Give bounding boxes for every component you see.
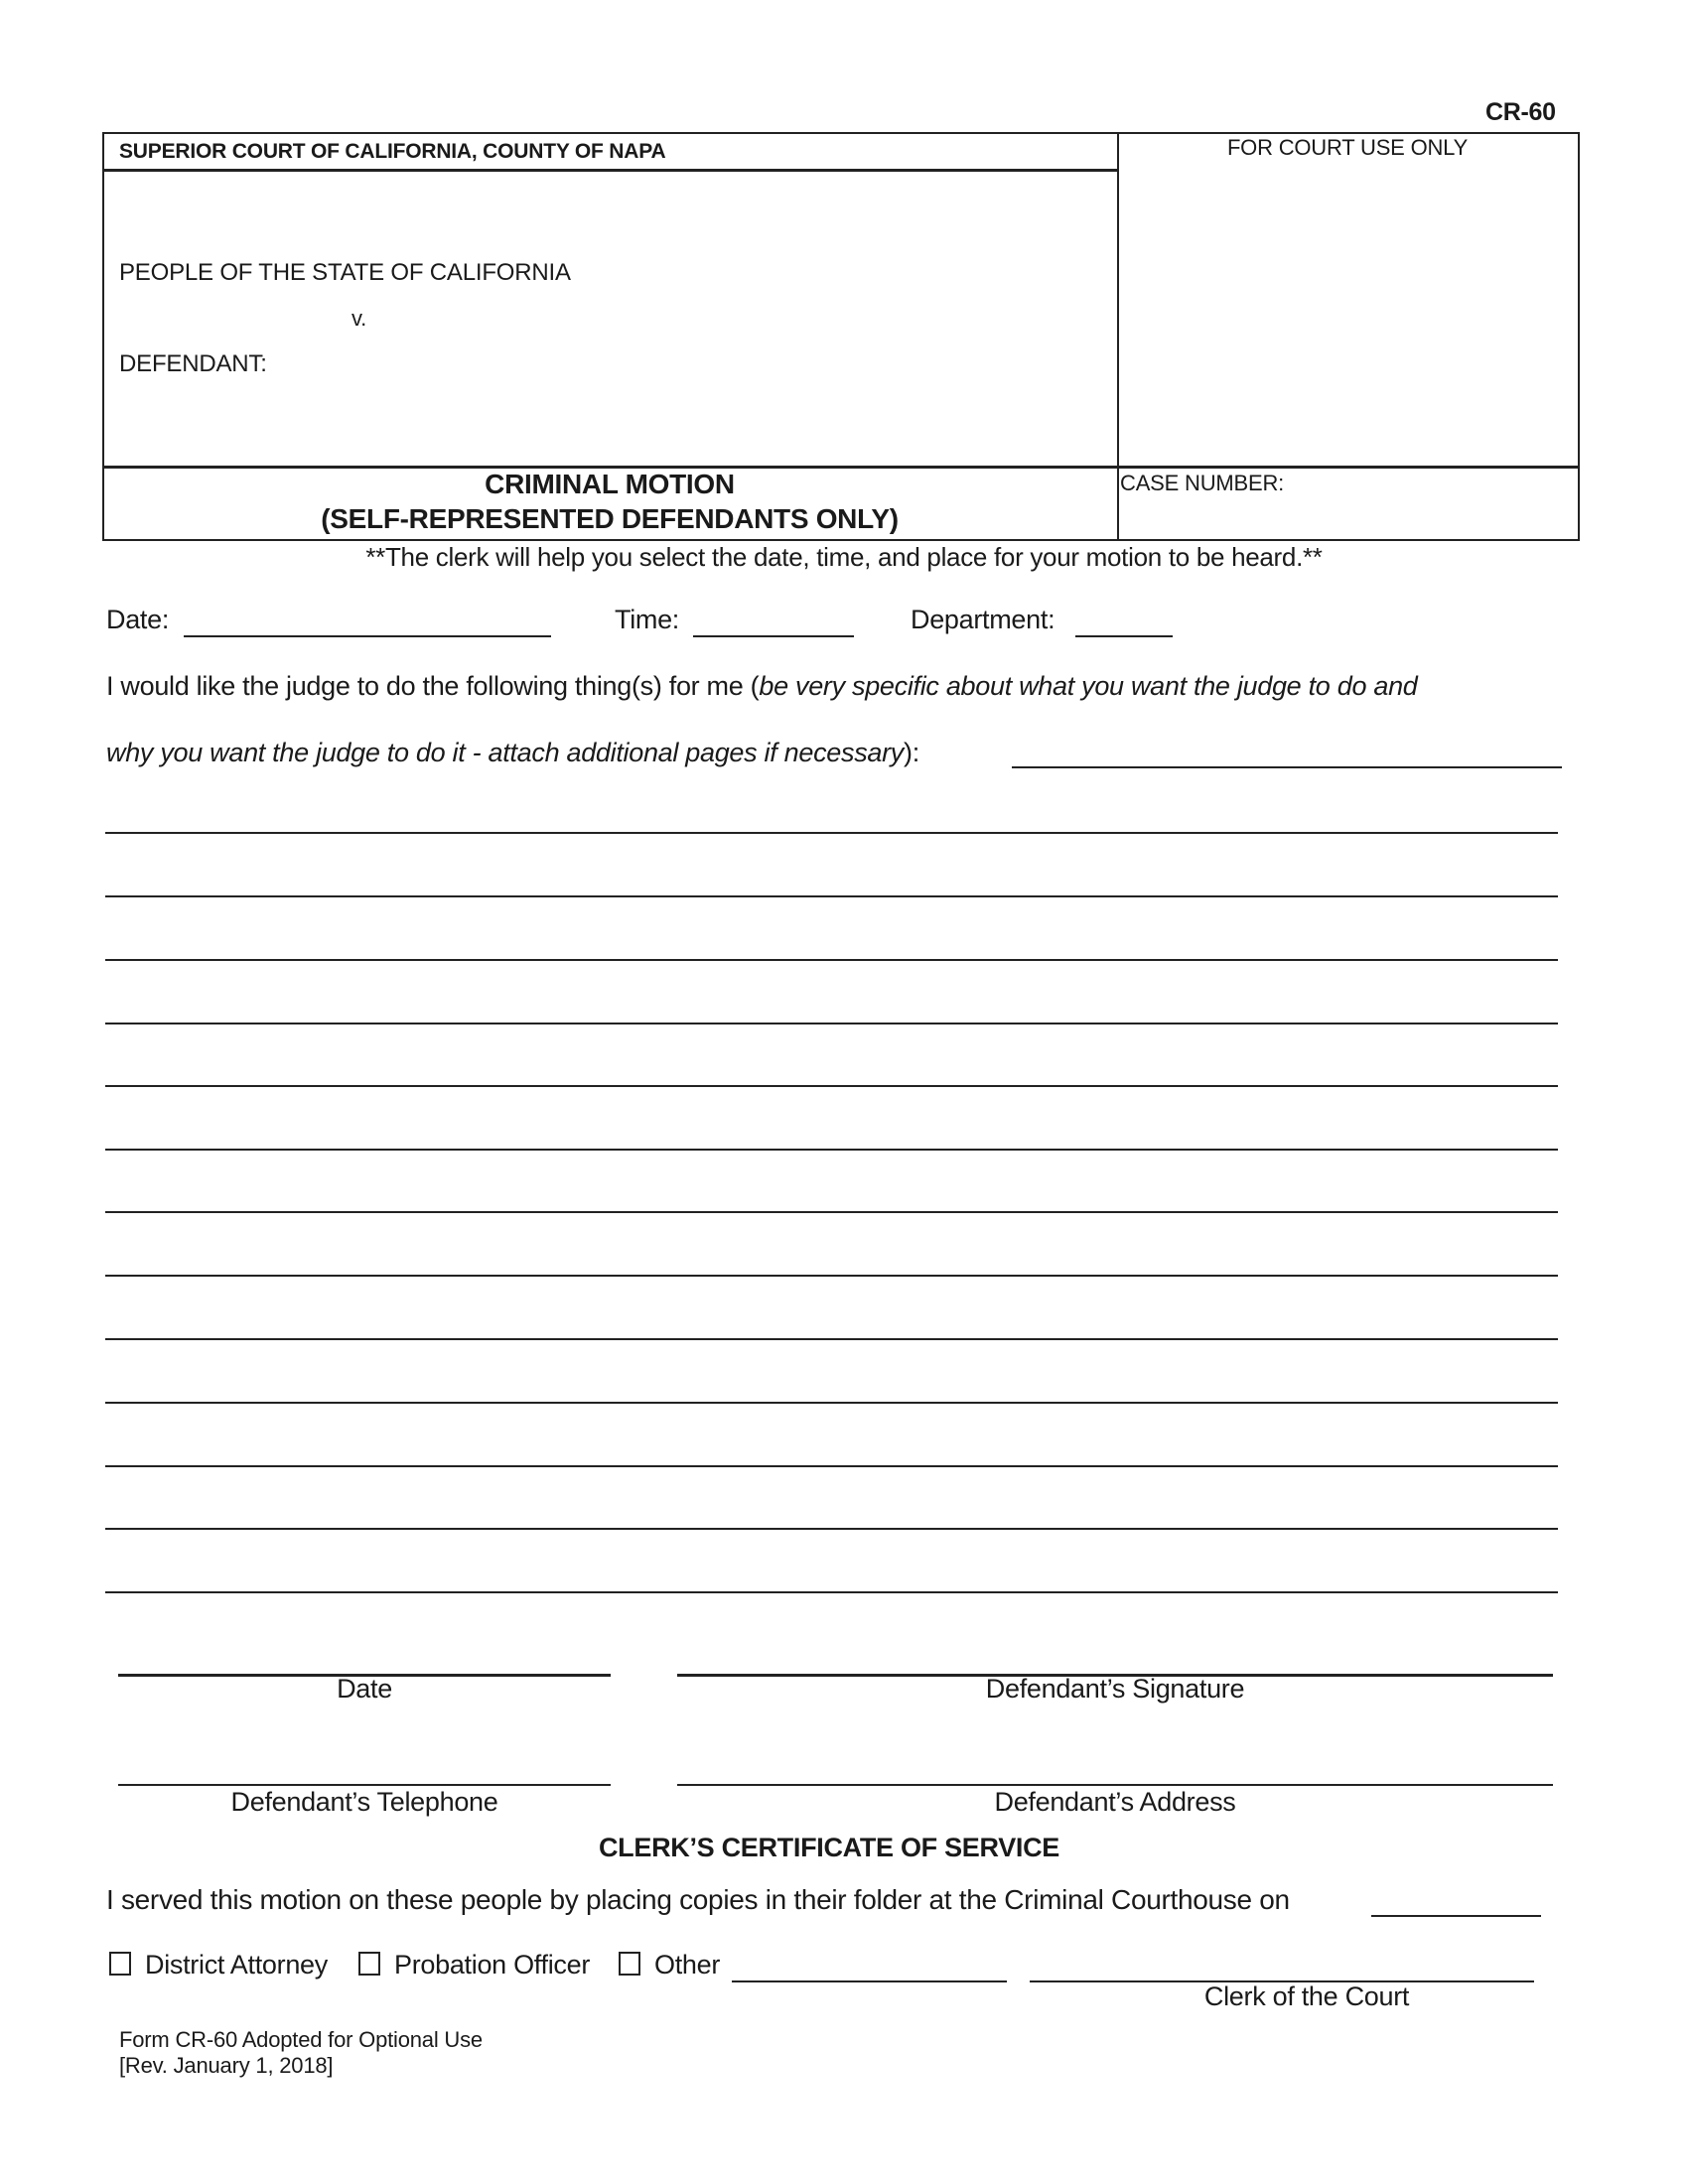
defendant-telephone-label: Defendant’s Telephone [230, 1787, 498, 1817]
signature-date-label: Date [337, 1674, 392, 1704]
hearing-time-label: Time: [615, 605, 679, 634]
defendant-address-field[interactable] [677, 1784, 1553, 1786]
court-use-area [1122, 169, 1574, 462]
form-title: CRIMINAL MOTION [485, 469, 735, 499]
footer-form-info: Form CR-60 Adopted for Optional Use [119, 2027, 483, 2052]
case-number-field[interactable] [1122, 496, 1574, 536]
form-id: CR-60 [1485, 98, 1556, 126]
form-subtitle: (SELF-REPRESENTED DEFENDANTS ONLY) [321, 503, 899, 534]
request-text-end: ): [904, 738, 919, 767]
request-line-1 [106, 671, 1418, 702]
probation-officer-checkbox[interactable] [358, 1952, 380, 1976]
request-instruction: be very specific about what you want the judge to do and [759, 671, 1418, 701]
district-attorney-checkbox[interactable] [109, 1952, 131, 1976]
hearing-date-label: Date: [106, 605, 170, 634]
court-name: SUPERIOR COURT OF CALIFORNIA, COUNTY OF NAPA [119, 140, 666, 163]
request-field-line[interactable] [1012, 766, 1562, 768]
served-text: I served this motion on these people by placing copies in their folder at the Criminal Courthouse on [106, 1884, 1290, 1915]
footer-revision: [Rev. January 1, 2018] [119, 2053, 334, 2078]
hearing-time-field[interactable] [693, 635, 854, 637]
versus-label: v. [352, 306, 367, 331]
defendant-telephone-field[interactable] [118, 1784, 611, 1786]
case-number-label: CASE NUMBER: [1120, 471, 1285, 495]
department-label: Department: [911, 605, 1055, 634]
defendant-name-field[interactable] [288, 342, 1102, 382]
defendant-signature-label: Defendant’s Signature [985, 1674, 1245, 1704]
district-attorney-label: District Attorney [145, 1950, 328, 1979]
court-use-label: FOR COURT USE ONLY [1226, 135, 1469, 160]
clerk-note: **The clerk will help you select the date, time, and place for your motion to be heard.** [365, 542, 1323, 572]
request-line-2 [106, 738, 919, 768]
probation-officer-label: Probation Officer [394, 1950, 591, 1979]
other-checkbox[interactable] [619, 1952, 640, 1976]
defendant-address-label: Defendant’s Address [994, 1787, 1236, 1817]
department-field[interactable] [1075, 635, 1173, 637]
defendant-label: DEFENDANT: [119, 350, 267, 377]
people-label: PEOPLE OF THE STATE OF CALIFORNIA [119, 259, 571, 286]
certificate-heading: CLERK’S CERTIFICATE OF SERVICE [598, 1833, 1060, 1862]
hearing-date-field[interactable] [184, 635, 551, 637]
request-text: I would like the judge to do the following thing(s) for me ( [106, 671, 760, 701]
other-field[interactable] [732, 1980, 1007, 1982]
served-date-field[interactable] [1371, 1915, 1541, 1917]
other-label: Other [654, 1950, 721, 1979]
request-instruction-2: why you want the judge to do it - attach additional pages if necessary [106, 738, 905, 767]
clerk-label: Clerk of the Court [1203, 1981, 1410, 2011]
